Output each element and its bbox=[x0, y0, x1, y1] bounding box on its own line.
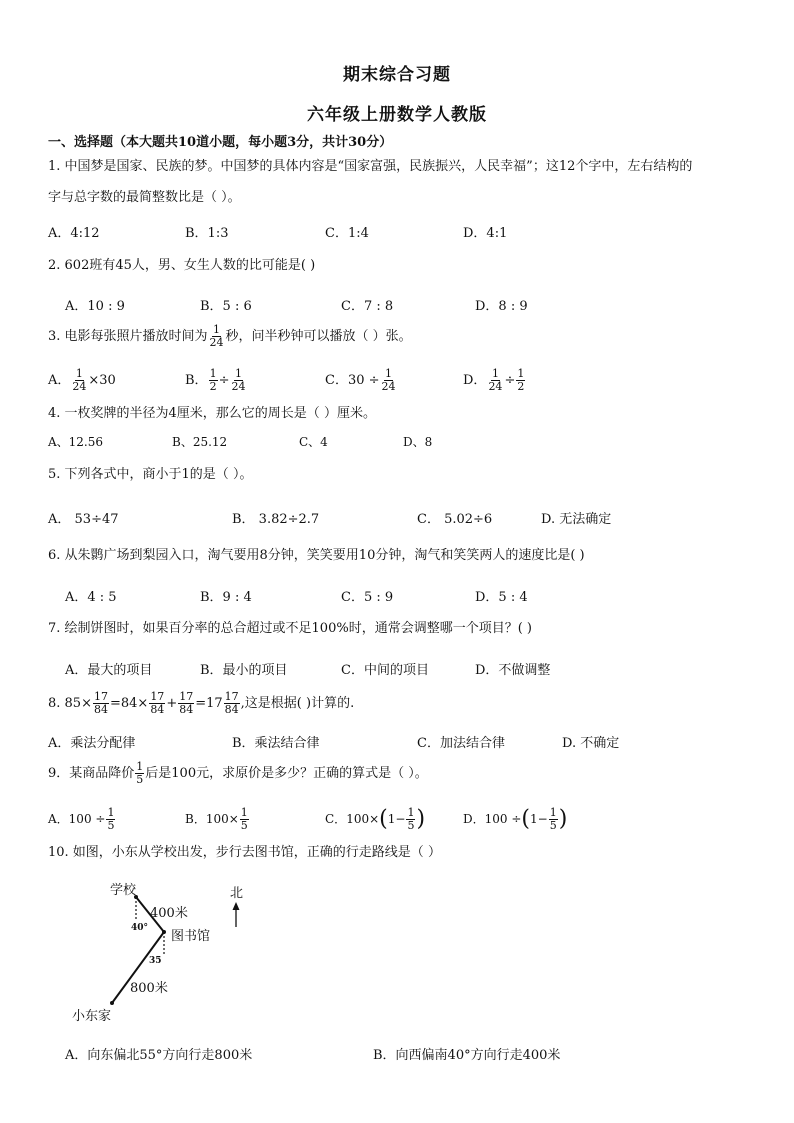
q9-options bbox=[48, 803, 748, 835]
q3-c-den: 24 bbox=[381, 380, 396, 393]
q7-option-b[interactable]: B．最小的项目 bbox=[200, 663, 288, 678]
q1-text-line1: 1. 中国梦是国家、民族的梦。中国梦的具体内容是“国家富强，民族振兴，人民幸福”；这12个字中，左右结构的 bbox=[48, 159, 693, 174]
q3-c-head: 30 ÷ bbox=[347, 373, 380, 388]
q3-c-frac bbox=[381, 368, 397, 393]
q1-option-b[interactable]: B．1:3 bbox=[185, 226, 229, 241]
q3-d-den1: 24 bbox=[488, 380, 503, 393]
q7-option-c[interactable]: C．中间的项目 bbox=[341, 663, 429, 678]
q9-b-num: 1 bbox=[240, 806, 248, 819]
q9-d-label: D． bbox=[463, 812, 485, 826]
q9-b-frac bbox=[240, 807, 249, 832]
q8-frac2 bbox=[149, 691, 165, 716]
north-arrow-head bbox=[233, 902, 240, 910]
q9-c-label: C． bbox=[325, 812, 347, 826]
q8-eq2: =17 bbox=[195, 696, 223, 711]
q9-b-head: 100× bbox=[205, 812, 239, 826]
school-label: 学校 bbox=[110, 883, 137, 898]
q8-frac4 bbox=[224, 691, 240, 716]
q9-a-frac bbox=[106, 807, 115, 832]
q8-den4: 84 bbox=[224, 703, 239, 716]
q8-den1: 84 bbox=[93, 703, 108, 716]
q3-fraction bbox=[209, 324, 225, 349]
q10-options bbox=[65, 1044, 765, 1062]
q3-a-tail: ×30 bbox=[88, 373, 116, 388]
q9-c-num: 1 bbox=[407, 806, 415, 819]
q3-c-label: C． bbox=[325, 373, 348, 388]
q1-option-d[interactable]: D．4:1 bbox=[463, 226, 508, 241]
q3-b-den1: 2 bbox=[209, 380, 217, 393]
q4-option-b[interactable]: B、25.12 bbox=[172, 435, 228, 449]
home-label: 小东家 bbox=[72, 1009, 112, 1024]
q8-plus: + bbox=[166, 696, 178, 711]
q8-pre: 8. 85× bbox=[48, 696, 92, 711]
q8-num1: 17 bbox=[93, 690, 108, 703]
q8-eq1: =84× bbox=[109, 696, 149, 711]
q8-option-c[interactable]: C．加法结合律 bbox=[417, 736, 505, 751]
angle1-label: 40° bbox=[131, 923, 149, 933]
q7-text: 7. 绘制饼图时，如果百分率的总合超过或不足100%时，通常会调整哪一个项目？( ) bbox=[48, 621, 532, 636]
q1-text-line2: 字与总字数的最简整数比是（ ）。 bbox=[48, 190, 241, 205]
q9-frac-den: 5 bbox=[136, 773, 144, 786]
q8-num4: 17 bbox=[224, 690, 239, 703]
q3-frac-num: 1 bbox=[213, 323, 221, 336]
q4-text: 4. 一枚奖牌的半径为4厘米，那么它的周长是（ ）厘米。 bbox=[48, 406, 376, 421]
q7-option-a[interactable]: A．最大的项目 bbox=[65, 663, 153, 678]
q5-option-d[interactable]: D. 无法确定 bbox=[541, 512, 612, 527]
q2-option-b[interactable]: B．5 : 6 bbox=[200, 299, 252, 314]
q8-frac1 bbox=[93, 691, 109, 716]
q3-b-num1: 1 bbox=[209, 367, 217, 380]
q10-option-a[interactable]: A．向东偏北55°方向行走800米 bbox=[65, 1048, 253, 1063]
q3-frac-den: 24 bbox=[209, 336, 224, 349]
q5-options bbox=[48, 508, 748, 526]
q6-option-d[interactable]: D．5 : 4 bbox=[475, 590, 528, 605]
q3-b-label: B． bbox=[185, 373, 208, 388]
q3-d-den2: 2 bbox=[517, 380, 525, 393]
q9-d-paren-left: ( bbox=[521, 806, 530, 832]
q1-option-c[interactable]: C．1:4 bbox=[325, 226, 369, 241]
q9-a-head: 100 ÷ bbox=[68, 812, 106, 826]
q8-option-b[interactable]: B．乘法结合律 bbox=[232, 736, 320, 751]
q2-text: 2. 602班有45人，男、女生人数的比可能是( ) bbox=[48, 258, 316, 273]
q9-d-head: 100 ÷ bbox=[484, 812, 522, 826]
q9-b-den: 5 bbox=[240, 819, 248, 832]
q9-d-one: 1− bbox=[530, 812, 548, 826]
q9-option-b[interactable] bbox=[185, 803, 250, 835]
q9-c-head: 100× bbox=[346, 812, 380, 826]
q9-a-num: 1 bbox=[107, 806, 115, 819]
q5-text: 5. 下列各式中，商小于1的是（ ）。 bbox=[48, 467, 253, 482]
q3-option-a[interactable] bbox=[48, 366, 116, 396]
q1-option-a[interactable]: A．4:12 bbox=[48, 226, 100, 241]
q10-text: 10. 如图，小东从学校出发，步行去图书馆，正确的行走路线是（ ） bbox=[48, 845, 441, 860]
q8-post: ,这是根据( )计算的. bbox=[240, 696, 355, 711]
page-title: 期末综合习题 bbox=[343, 65, 451, 85]
home-point bbox=[110, 1001, 114, 1005]
q9-a-label: A． bbox=[48, 812, 69, 826]
q3-a-frac bbox=[71, 368, 87, 393]
q6-option-c[interactable]: C．5 : 9 bbox=[341, 590, 394, 605]
q6-option-a[interactable]: A．4 : 5 bbox=[65, 590, 117, 605]
q9-c-paren-right: ) bbox=[416, 806, 426, 832]
q9-frac-num: 1 bbox=[136, 760, 144, 773]
dist1-label: 400米 bbox=[150, 906, 188, 921]
q8-frac3 bbox=[178, 691, 194, 716]
q2-option-a[interactable]: A．10 : 9 bbox=[65, 299, 125, 314]
q9-option-c[interactable] bbox=[325, 803, 425, 836]
q3-d-label: D． bbox=[463, 373, 487, 388]
q9-option-a[interactable] bbox=[48, 803, 116, 835]
q8-options bbox=[48, 732, 748, 750]
q2-option-d[interactable]: D．8 : 9 bbox=[475, 299, 528, 314]
q8-num2: 17 bbox=[150, 690, 165, 703]
q7-option-d[interactable]: D．不做调整 bbox=[475, 663, 551, 678]
q1-options bbox=[48, 222, 748, 240]
q3-text-post: 秒，问半秒钟可以播放（ ）张。 bbox=[225, 329, 412, 344]
q8-den2: 84 bbox=[150, 703, 165, 716]
q3-d-num1: 1 bbox=[491, 367, 499, 380]
q3-a-den: 24 bbox=[72, 380, 87, 393]
q9-c-paren-left: ( bbox=[379, 806, 388, 832]
q6-options bbox=[65, 586, 765, 604]
q9-b-label: B． bbox=[185, 812, 206, 826]
q5-option-b[interactable]: B． 3.82÷2.7 bbox=[232, 512, 320, 527]
q4-option-d[interactable]: D、8 bbox=[403, 435, 433, 449]
q9-text bbox=[48, 759, 428, 789]
q3-options bbox=[48, 366, 748, 396]
q8-option-d[interactable]: D. 不确定 bbox=[562, 736, 620, 751]
q3-b-frac1 bbox=[209, 368, 218, 393]
q5-option-a[interactable]: A． 53÷47 bbox=[48, 512, 119, 527]
q3-c-num: 1 bbox=[385, 367, 393, 380]
q10-route-map bbox=[60, 875, 260, 1035]
q3-b-frac2 bbox=[230, 368, 246, 393]
q5-option-c[interactable]: C． 5.02÷6 bbox=[417, 512, 493, 527]
q2-option-c[interactable]: C．7 : 8 bbox=[341, 299, 394, 314]
q4-options bbox=[48, 433, 748, 451]
q9-pre: 9．某商品降价 bbox=[48, 766, 135, 781]
q9-post: 后是100元，求原价是多少？正确的算式是（ ）。 bbox=[145, 766, 428, 781]
north-label: 北 bbox=[230, 886, 244, 901]
q3-b-den2: 24 bbox=[231, 380, 246, 393]
angle2-label: 35 bbox=[149, 956, 162, 966]
q9-c-frac bbox=[406, 807, 415, 832]
q9-d-paren-right: ) bbox=[558, 806, 568, 832]
q8-option-a[interactable]: A．乘法分配律 bbox=[48, 736, 136, 751]
q3-option-c[interactable] bbox=[325, 366, 398, 396]
q3-b-num2: 1 bbox=[234, 367, 242, 380]
q9-c-den: 5 bbox=[407, 819, 415, 832]
q9-a-den: 5 bbox=[107, 819, 115, 832]
dist2-label: 800米 bbox=[130, 981, 168, 996]
q3-b-op: ÷ bbox=[218, 373, 230, 388]
q2-options bbox=[65, 295, 765, 313]
q3-text bbox=[48, 322, 412, 352]
q9-c-one: 1− bbox=[387, 812, 406, 826]
q3-a-num: 1 bbox=[75, 367, 83, 380]
q4-option-c[interactable]: C、4 bbox=[299, 435, 328, 449]
q9-fraction bbox=[135, 761, 144, 786]
q3-a-label: A． bbox=[48, 373, 71, 388]
q6-text: 6. 从朱鹮广场到梨园入口，淘气要用8分钟，笑笑要用10分钟，淘气和笑笑两人的速度比是( ) bbox=[48, 548, 585, 563]
q9-option-d[interactable] bbox=[463, 803, 567, 836]
section-heading: 一、选择题（本大题共10道小题，每小题3分，共计30分） bbox=[48, 135, 393, 150]
q3-d-op: ÷ bbox=[504, 373, 516, 388]
q10-option-b[interactable]: B．向西偏南40°方向行走400米 bbox=[373, 1048, 561, 1063]
q3-d-frac2 bbox=[516, 368, 525, 393]
q8-num3: 17 bbox=[179, 690, 194, 703]
q9-d-den: 5 bbox=[549, 819, 557, 832]
q8-text bbox=[48, 689, 354, 719]
q9-d-frac bbox=[549, 807, 558, 832]
q8-den3: 84 bbox=[179, 703, 194, 716]
q3-option-d[interactable] bbox=[463, 366, 526, 396]
q3-text-pre: 3. 电影每张照片播放时间为 bbox=[48, 329, 208, 344]
q7-options bbox=[65, 659, 765, 677]
q4-option-a[interactable]: A、12.56 bbox=[48, 435, 104, 449]
q3-option-b[interactable] bbox=[185, 366, 247, 396]
q6-option-b[interactable]: B．9 : 4 bbox=[200, 590, 252, 605]
q3-d-num2: 1 bbox=[517, 367, 525, 380]
library-label: 图书馆 bbox=[171, 929, 211, 944]
page-subtitle: 六年级上册数学人教版 bbox=[307, 105, 487, 125]
q3-d-frac1 bbox=[487, 368, 503, 393]
q9-d-num: 1 bbox=[549, 806, 557, 819]
